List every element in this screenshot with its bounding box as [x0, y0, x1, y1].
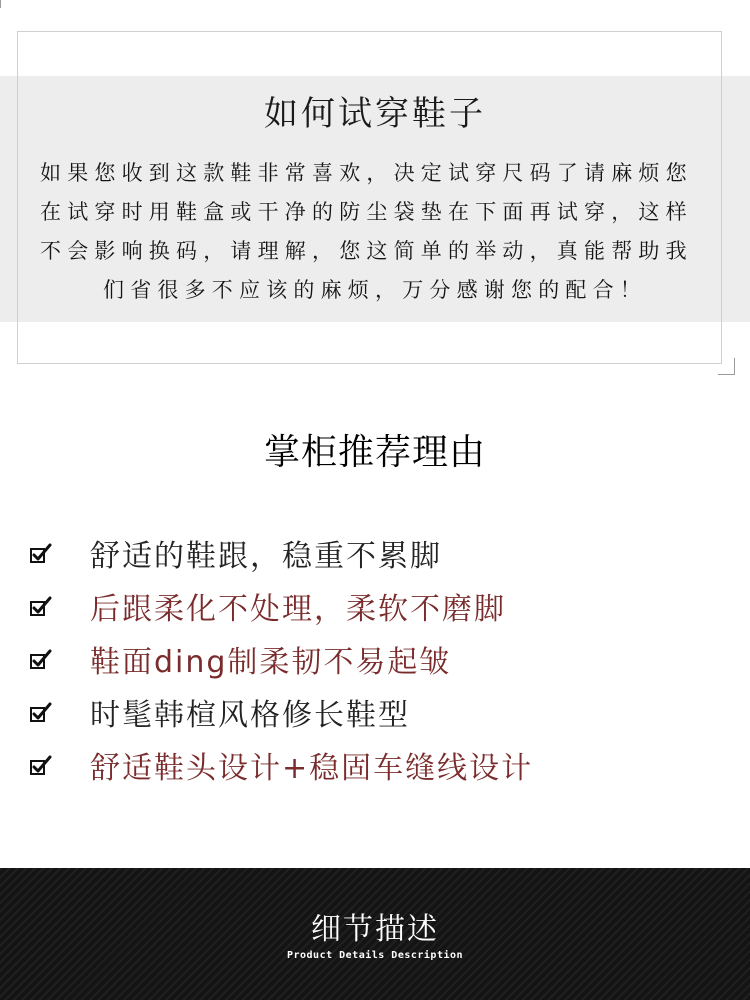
recommend-item-text: 舒适的鞋跟，稳重不累脚: [90, 538, 442, 574]
notice-title: 如何试穿鞋子: [264, 94, 486, 134]
recommend-item: [30, 685, 730, 738]
check-icon: [30, 648, 52, 670]
corner-mark-bottom-right: [718, 358, 735, 375]
check-icon: [30, 754, 52, 776]
recommend-item-text: 鞋面ding制柔韧不易起皱: [90, 644, 452, 680]
notice-line: 在试穿时用鞋盒或干净的防尘袋垫在下面再试穿，这样: [40, 200, 693, 224]
recommend-item: [30, 526, 730, 579]
details-title: 细节描述: [311, 912, 439, 947]
check-icon: [30, 701, 52, 723]
recommend-item-text: 舒适鞋头设计+稳固车缝线设计: [90, 750, 534, 786]
check-icon: [30, 542, 52, 564]
recommend-item: [30, 738, 730, 791]
recommend-item: [30, 632, 730, 685]
details-subtitle: Product Details Description: [286, 950, 464, 961]
notice-line: 不会影响换码，请理解，您这简单的举动，真能帮助我: [40, 239, 693, 263]
recommend-item-text: 时髦韩楦风格修长鞋型: [90, 697, 410, 733]
recommend-list: [30, 526, 730, 791]
recommend-title: 掌柜推荐理由: [263, 432, 486, 473]
notice-line: 们省很多不应该的麻烦，万分感谢您的配合！: [103, 278, 647, 302]
notice-body: [40, 156, 710, 312]
recommend-item-text: 后跟柔化不处理，柔软不磨脚: [90, 591, 506, 627]
check-icon: [30, 595, 52, 617]
notice-line: 如果您收到这款鞋非常喜欢，决定试穿尺码了请麻烦您: [40, 161, 693, 185]
details-banner: [0, 868, 750, 1000]
corner-mark-top-left: [0, 0, 9, 8]
recommend-item: [30, 579, 730, 632]
